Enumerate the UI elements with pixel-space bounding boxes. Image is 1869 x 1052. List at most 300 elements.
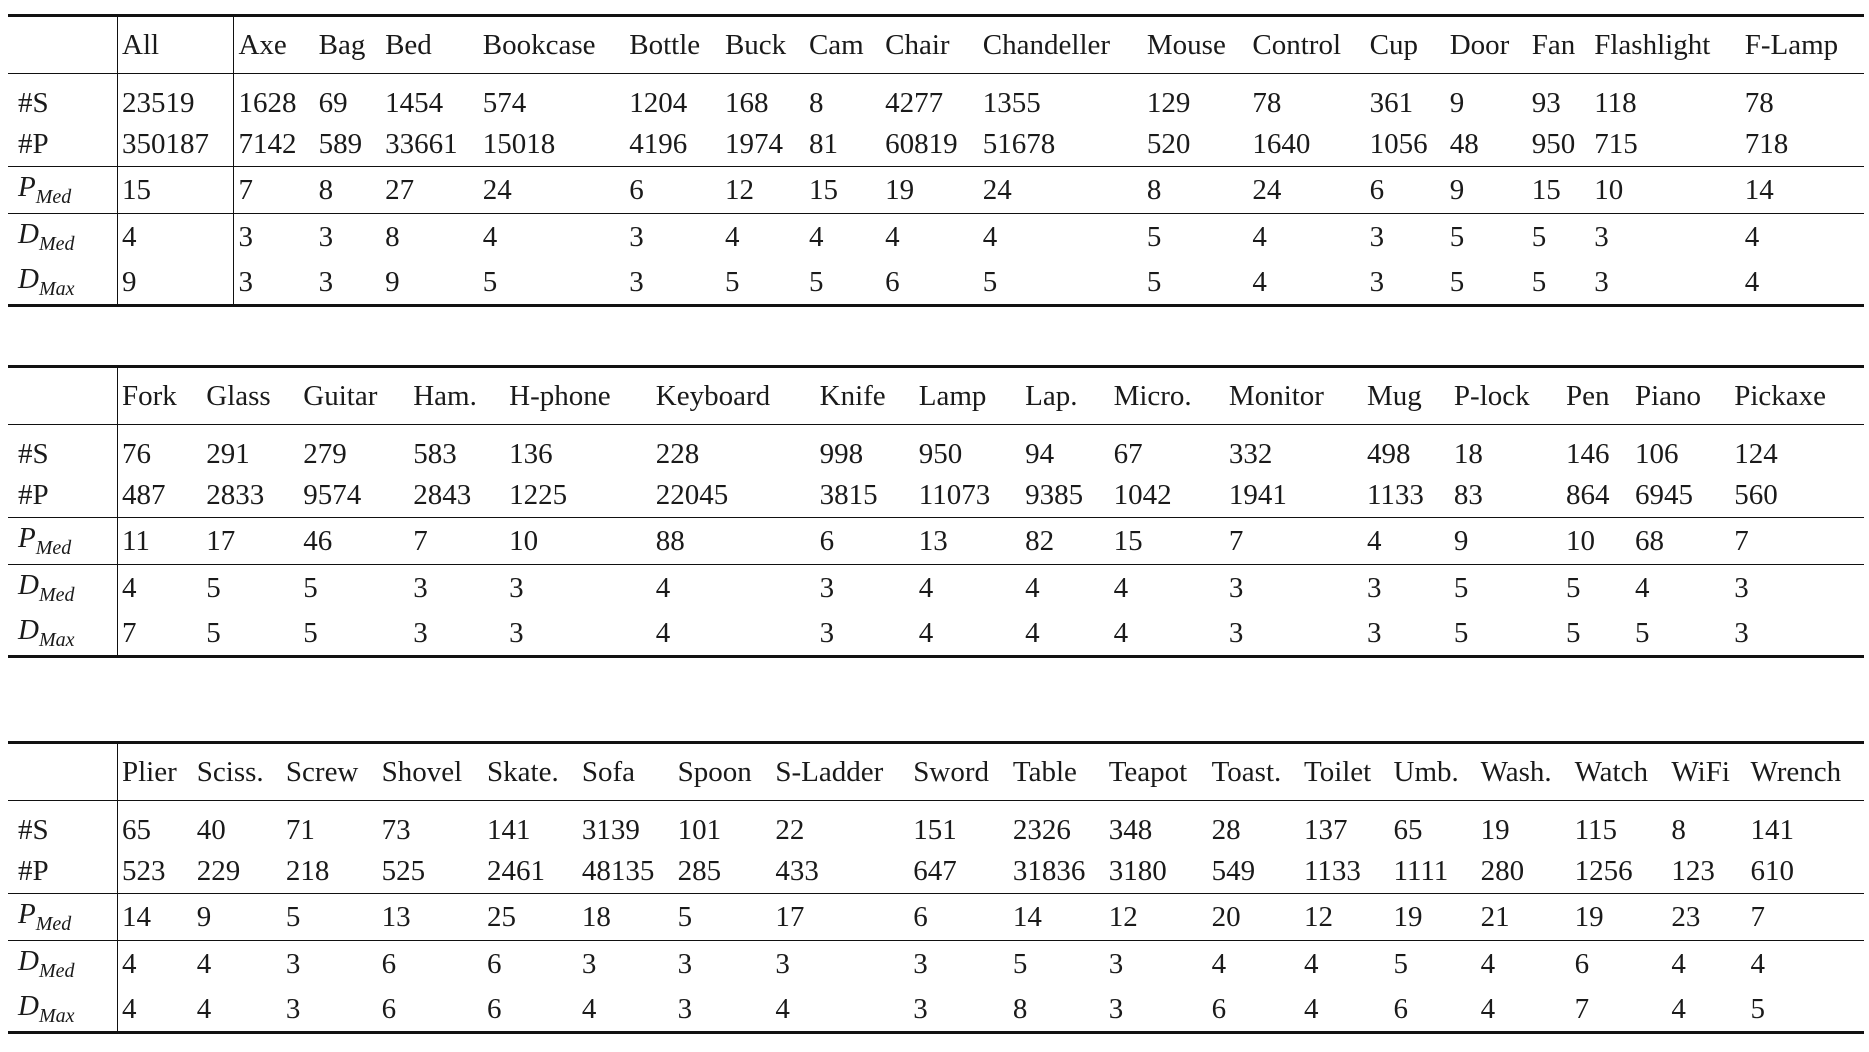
table-cell: 5 [206, 616, 221, 649]
column-header: Fork [118, 367, 203, 425]
row-dmax [8, 611, 1864, 657]
table-cell: 3 [1734, 616, 1749, 649]
header-row [8, 743, 1864, 801]
row-pmed [8, 518, 1864, 565]
column-header: Flashlight [1594, 28, 1711, 61]
table-cell: 8 [1012, 992, 1028, 1025]
table-cell: 22 [775, 814, 805, 846]
table-cell: 4 [918, 571, 934, 604]
table-cell: 12 [1108, 900, 1138, 933]
column-header: Watch [1574, 755, 1648, 788]
table-cell: 3 [1734, 571, 1749, 604]
table-cell: 3180 [1108, 854, 1167, 887]
header-row [8, 367, 1864, 425]
table-cell: 14 [1012, 900, 1042, 933]
table-cell: 24 [1252, 173, 1282, 206]
table-cell: 4 [1671, 947, 1686, 980]
column-header: Control [1252, 28, 1342, 61]
column-header: Wash. [1480, 755, 1552, 788]
table-cell: 15 [808, 173, 838, 206]
table-cell: 168 [724, 87, 769, 119]
table-cell: 523 [118, 849, 193, 894]
table-cell: 23519 [118, 74, 234, 123]
column-header: Axe [234, 16, 315, 74]
table-cell: 65 [118, 801, 193, 850]
column-header: Screw [285, 755, 359, 788]
table-cell: 146 [1566, 438, 1610, 470]
table-cell: 498 [1366, 438, 1411, 470]
column-header: H-phone [509, 379, 611, 412]
table-cell: 6 [1211, 992, 1227, 1025]
table-cell: 1640 [1252, 127, 1311, 160]
column-header: WiFi [1671, 755, 1730, 788]
table-cell: 5 [482, 265, 498, 298]
row-p [8, 849, 1864, 894]
table-cell: 4 [482, 220, 498, 253]
row-s [8, 425, 1864, 474]
table-cell: 3139 [581, 814, 640, 846]
column-header: Pickaxe [1734, 379, 1826, 412]
table-cell: 1941 [1228, 478, 1287, 511]
table-cell: 950 [1531, 127, 1576, 160]
row-label-dmed [8, 941, 118, 988]
table-cell: 549 [1211, 854, 1256, 887]
table-cell: 76 [118, 425, 203, 474]
table-cell: 5 [1453, 616, 1469, 649]
table-cell: 6 [1393, 992, 1409, 1025]
table-cell: 31836 [1012, 854, 1086, 887]
table-cell: 1256 [1574, 854, 1633, 887]
table-cell: 3 [629, 220, 644, 253]
row-label-pmed [8, 167, 118, 214]
table-cell: 94 [1025, 438, 1055, 470]
row-label-subscript: Max [38, 278, 75, 300]
table-cell: 8 [318, 173, 334, 206]
row-label-pmed [8, 894, 118, 941]
row-label-subscript: Max [38, 1005, 75, 1027]
row-label-symbol: D [18, 569, 39, 601]
table-cell: 487 [118, 473, 203, 518]
row-dmax [8, 987, 1864, 1033]
table-cell: 4 [1252, 265, 1267, 298]
table-cell: 11073 [918, 478, 991, 511]
column-header: Toilet [1304, 755, 1372, 788]
table-cell: 3 [913, 992, 928, 1025]
table-cell: 22045 [655, 478, 729, 511]
row-label-subscript: Med [38, 584, 75, 606]
table-cell: 574 [482, 87, 527, 119]
table-cell: 3 [677, 992, 693, 1025]
table-cell: 141 [487, 814, 531, 846]
table-cell: 65 [1393, 814, 1423, 846]
table-cell: 3 [285, 992, 301, 1025]
row-label-s: #S [18, 814, 49, 846]
table-cell: 3 [1369, 220, 1385, 253]
table-cell: 3815 [819, 478, 878, 511]
table-cell: 19 [885, 173, 915, 206]
table-cell: 525 [381, 854, 426, 887]
row-p [8, 122, 1864, 167]
table-cell: 12 [724, 173, 754, 206]
table-cell: 11 [118, 518, 203, 565]
table-cell: 4 [885, 220, 900, 253]
column-header: Chandeller [982, 28, 1111, 61]
table-cell: 4 [1113, 571, 1129, 604]
row-pmed [8, 894, 1864, 941]
table-cell: 118 [1594, 87, 1637, 119]
table-cell: 4 [118, 214, 234, 261]
table-cell: 15 [1113, 524, 1143, 557]
table-cell: 3 [413, 571, 428, 604]
table-cell: 9 [1449, 173, 1465, 206]
table-cell: 3 [581, 947, 597, 980]
table-cell: 6 [381, 947, 397, 980]
column-header: Keyboard [655, 379, 771, 412]
table-cell: 78 [1744, 87, 1774, 119]
table-cell: 5 [1146, 265, 1162, 298]
table-cell: 7 [118, 611, 203, 657]
column-header: Skate. [487, 755, 559, 788]
column-header: Table [1012, 755, 1077, 788]
table-cell: 4196 [629, 127, 688, 160]
row-dmed [8, 214, 1864, 261]
table-cell: 3 [318, 220, 334, 253]
table-cell: 4 [118, 941, 193, 988]
table-cell: 5 [1146, 220, 1162, 253]
table-cell: 279 [303, 438, 347, 470]
row-label-symbol: D [18, 263, 39, 295]
table-cell: 17 [775, 900, 805, 933]
table-cell: 7 [413, 524, 428, 557]
table-cell: 136 [509, 438, 553, 470]
table-cell: 4 [1252, 220, 1267, 253]
table-cell: 5 [303, 616, 318, 649]
column-header: Spoon [677, 755, 752, 788]
table-cell: 280 [1480, 854, 1525, 887]
table-cell: 5 [808, 265, 824, 298]
table-cell: 5 [677, 900, 693, 933]
row-dmed [8, 941, 1864, 988]
table-cell: 4 [118, 565, 203, 612]
table-cell: 60819 [885, 127, 958, 160]
table-cell: 7 [1734, 524, 1749, 557]
column-header: Cam [808, 28, 864, 61]
column-header: Sword [913, 755, 990, 788]
table-cell: 18 [581, 900, 611, 933]
table-cell: 23 [1671, 900, 1701, 933]
table-cell: 8 [1671, 814, 1686, 846]
table-cell: 4 [775, 992, 790, 1025]
table-cell: 4 [196, 947, 212, 980]
table-cell: 46 [303, 524, 333, 557]
column-header: Pen [1566, 379, 1610, 412]
table-cell: 3 [413, 616, 428, 649]
column-header: Chair [885, 28, 950, 61]
table-cell: 78 [1252, 87, 1282, 119]
table-cell: 3 [1366, 616, 1382, 649]
corner-cell [8, 367, 118, 425]
table-cell: 137 [1304, 814, 1348, 846]
table-cell: 7 [1228, 524, 1244, 557]
table-cell: 2461 [487, 854, 546, 887]
table-cell: 3 [509, 616, 524, 649]
table-cell: 4 [655, 616, 671, 649]
table-cell: 4 [1113, 616, 1129, 649]
table-cell: 5 [1453, 571, 1469, 604]
row-pmed [8, 167, 1864, 214]
row-dmax [8, 260, 1864, 306]
table-cell: 3 [629, 265, 644, 298]
table-cell: 332 [1228, 438, 1273, 470]
table-cell: 3 [509, 571, 524, 604]
table-cell: 48135 [581, 854, 655, 887]
table-cell: 9 [196, 900, 212, 933]
table-cell: 3 [1594, 220, 1609, 253]
table-cell: 82 [1025, 524, 1055, 557]
table-cell: 83 [1453, 478, 1483, 511]
table-cell: 73 [381, 814, 411, 846]
row-label-symbol: P [18, 171, 36, 203]
table-cell: 6 [1369, 173, 1385, 206]
table-cell: 1355 [982, 87, 1041, 119]
table-cell: 361 [1369, 87, 1414, 119]
table-cell: 228 [655, 438, 700, 470]
column-header: Knife [819, 379, 886, 412]
table-cell: 610 [1750, 854, 1794, 887]
column-header: Mouse [1146, 28, 1226, 61]
table-cell: 88 [655, 524, 685, 557]
table-cell: 520 [1146, 127, 1191, 160]
row-label-subscript: Med [38, 233, 75, 255]
row-label-subscript: Med [35, 913, 72, 935]
table-cell: 13 [381, 900, 411, 933]
table-cell: 5 [303, 571, 318, 604]
table-cell: 10 [1566, 524, 1596, 557]
table-cell: 21 [1480, 900, 1510, 933]
column-header: Fan [1531, 28, 1576, 61]
column-header: Teapot [1108, 755, 1188, 788]
table-cell: 1454 [385, 87, 444, 119]
table-cell: 10 [1594, 173, 1624, 206]
table-cell: 4 [1750, 947, 1765, 980]
table-cell: 4 [808, 220, 824, 253]
table-cell: 141 [1750, 814, 1794, 846]
row-s [8, 74, 1864, 123]
table-cell: 68 [1635, 524, 1664, 557]
table-cell: 40 [196, 814, 226, 846]
table-cell: 10 [509, 524, 539, 557]
column-header: Buck [724, 28, 787, 61]
table-cell: 25 [487, 900, 517, 933]
row-label-symbol: D [18, 945, 39, 977]
table-cell: 4277 [885, 87, 944, 119]
table-cell: 124 [1734, 438, 1778, 470]
table-cell: 3 [1369, 265, 1385, 298]
column-header: Glass [206, 379, 271, 412]
table-cell: 19 [1393, 900, 1423, 933]
table-cell: 285 [677, 854, 722, 887]
row-label-dmed [8, 214, 118, 261]
row-label-symbol: P [18, 898, 36, 930]
column-header: Mug [1366, 379, 1422, 412]
row-dmed [8, 565, 1864, 612]
table-cell: 24 [482, 173, 512, 206]
table-cell: 5 [206, 571, 221, 604]
table-cell: 1204 [629, 87, 688, 119]
row-label-pmed [8, 518, 118, 565]
table-cell: 2833 [206, 478, 265, 511]
column-header: Plier [118, 743, 193, 801]
table-cell: 28 [1211, 814, 1241, 846]
row-label-symbol: D [18, 218, 39, 250]
column-header: Lap. [1025, 379, 1078, 412]
table-cell: 4 [581, 992, 597, 1025]
table-cell: 3 [1228, 616, 1244, 649]
table-cell: 998 [819, 438, 864, 470]
table-cell: 3 [913, 947, 928, 980]
table-cell: 3 [1594, 265, 1609, 298]
table-cell: 19 [1574, 900, 1604, 933]
table-cell: 106 [1635, 438, 1679, 470]
table-cell: 4 [1480, 992, 1496, 1025]
header-row [8, 16, 1864, 74]
table-cell: 5 [1566, 571, 1581, 604]
table-cell: 291 [206, 438, 250, 470]
row-s [8, 801, 1864, 850]
stats-table-1 [8, 14, 1864, 307]
table-cell: 9385 [1025, 478, 1084, 511]
table-cell: 20 [1211, 900, 1241, 933]
table-cell: 5 [1531, 220, 1547, 253]
table-cell: 3 [234, 260, 315, 306]
stats-table-3 [8, 741, 1864, 1034]
table-cell: 4 [1366, 524, 1382, 557]
table-cell: 9574 [303, 478, 362, 511]
table-cell: 9 [385, 265, 400, 298]
column-header: Shovel [381, 755, 463, 788]
table-cell: 27 [385, 173, 415, 206]
column-header: Bottle [629, 28, 701, 61]
row-label-p: #P [18, 854, 49, 887]
table-cell: 4 [118, 987, 193, 1033]
table-cell: 218 [285, 854, 330, 887]
table-cell: 115 [1574, 814, 1618, 846]
table-cell: 1133 [1366, 478, 1424, 511]
table-cell: 5 [1449, 265, 1465, 298]
table-cell: 4 [1025, 571, 1040, 604]
table-cell: 4 [1671, 992, 1686, 1025]
table-cell: 3 [819, 571, 835, 604]
table-cell: 7142 [234, 122, 315, 167]
row-label-dmed [8, 565, 118, 612]
table-cell: 12 [1304, 900, 1333, 933]
column-header: Bookcase [482, 28, 596, 61]
column-header: Piano [1635, 379, 1702, 412]
table-cell: 3 [318, 265, 334, 298]
table-cell: 4 [1211, 947, 1227, 980]
table-cell: 5 [982, 265, 998, 298]
row-label-dmax [8, 987, 118, 1033]
table-cell: 6 [1574, 947, 1590, 980]
table-cell: 3 [1108, 992, 1124, 1025]
row-label-subscript: Med [35, 186, 72, 208]
column-header: Toast. [1211, 755, 1282, 788]
table-cell: 348 [1108, 814, 1153, 846]
table-cell: 6 [885, 265, 900, 298]
table-cell: 9 [1449, 87, 1465, 119]
column-header: Cup [1369, 28, 1418, 61]
column-header: Sofa [581, 755, 636, 788]
column-header: Micro. [1113, 379, 1192, 412]
table-cell: 433 [775, 854, 819, 887]
table-cell: 129 [1146, 87, 1191, 119]
table-cell: 3 [285, 947, 301, 980]
table-cell: 647 [913, 854, 957, 887]
table-cell: 5 [1449, 220, 1465, 253]
table-cell: 5 [1393, 947, 1409, 980]
table-cell: 1042 [1113, 478, 1172, 511]
table-cell: 2843 [413, 478, 472, 511]
table-cell: 3 [1108, 947, 1124, 980]
table-cell: 48 [1449, 127, 1479, 160]
row-label-dmax [8, 611, 118, 657]
table-cell: 6 [913, 900, 928, 933]
column-header: P-lock [1453, 379, 1530, 412]
table-cell: 8 [1146, 173, 1162, 206]
table-cell: 4 [724, 220, 740, 253]
column-header: Monitor [1228, 379, 1324, 412]
table-cell: 5 [1566, 616, 1581, 649]
column-header: Guitar [303, 379, 378, 412]
row-label-p: #P [18, 127, 49, 160]
row-label-symbol: D [18, 614, 39, 646]
table-cell: 5 [1635, 616, 1650, 649]
table-cell: 24 [982, 173, 1012, 206]
table-cell: 5 [1012, 947, 1028, 980]
table-cell: 3 [1366, 571, 1382, 604]
table-cell: 15 [118, 167, 234, 214]
corner-cell [8, 743, 118, 801]
table-cell: 1111 [1393, 854, 1449, 887]
column-header: Umb. [1393, 755, 1459, 788]
table-cell: 7 [234, 167, 315, 214]
table-cell: 81 [808, 127, 838, 160]
table-cell: 3 [234, 214, 315, 261]
table-cell: 9 [1453, 524, 1469, 557]
table-cell: 864 [1566, 478, 1610, 511]
table-cell: 6 [487, 992, 502, 1025]
table-cell: 4 [1304, 992, 1319, 1025]
table-cell: 3 [819, 616, 835, 649]
row-label-dmax [8, 260, 118, 306]
table-cell: 560 [1734, 478, 1778, 511]
table-cell: 3 [775, 947, 790, 980]
table-cell: 33661 [385, 127, 458, 160]
table-cell: 13 [918, 524, 948, 557]
table-cell: 15 [1531, 173, 1561, 206]
table-cell: 4 [1304, 947, 1319, 980]
table-cell: 6 [819, 524, 835, 557]
table-cell: 8 [808, 87, 824, 119]
table-cell: 19 [1480, 814, 1510, 846]
table-cell: 3 [677, 947, 693, 980]
table-cell: 5 [724, 265, 740, 298]
table-cell: 4 [918, 616, 934, 649]
table-cell: 7 [1750, 900, 1765, 933]
table-cell: 9 [118, 260, 234, 306]
column-header: Sciss. [196, 755, 264, 788]
table-cell: 101 [677, 814, 722, 846]
